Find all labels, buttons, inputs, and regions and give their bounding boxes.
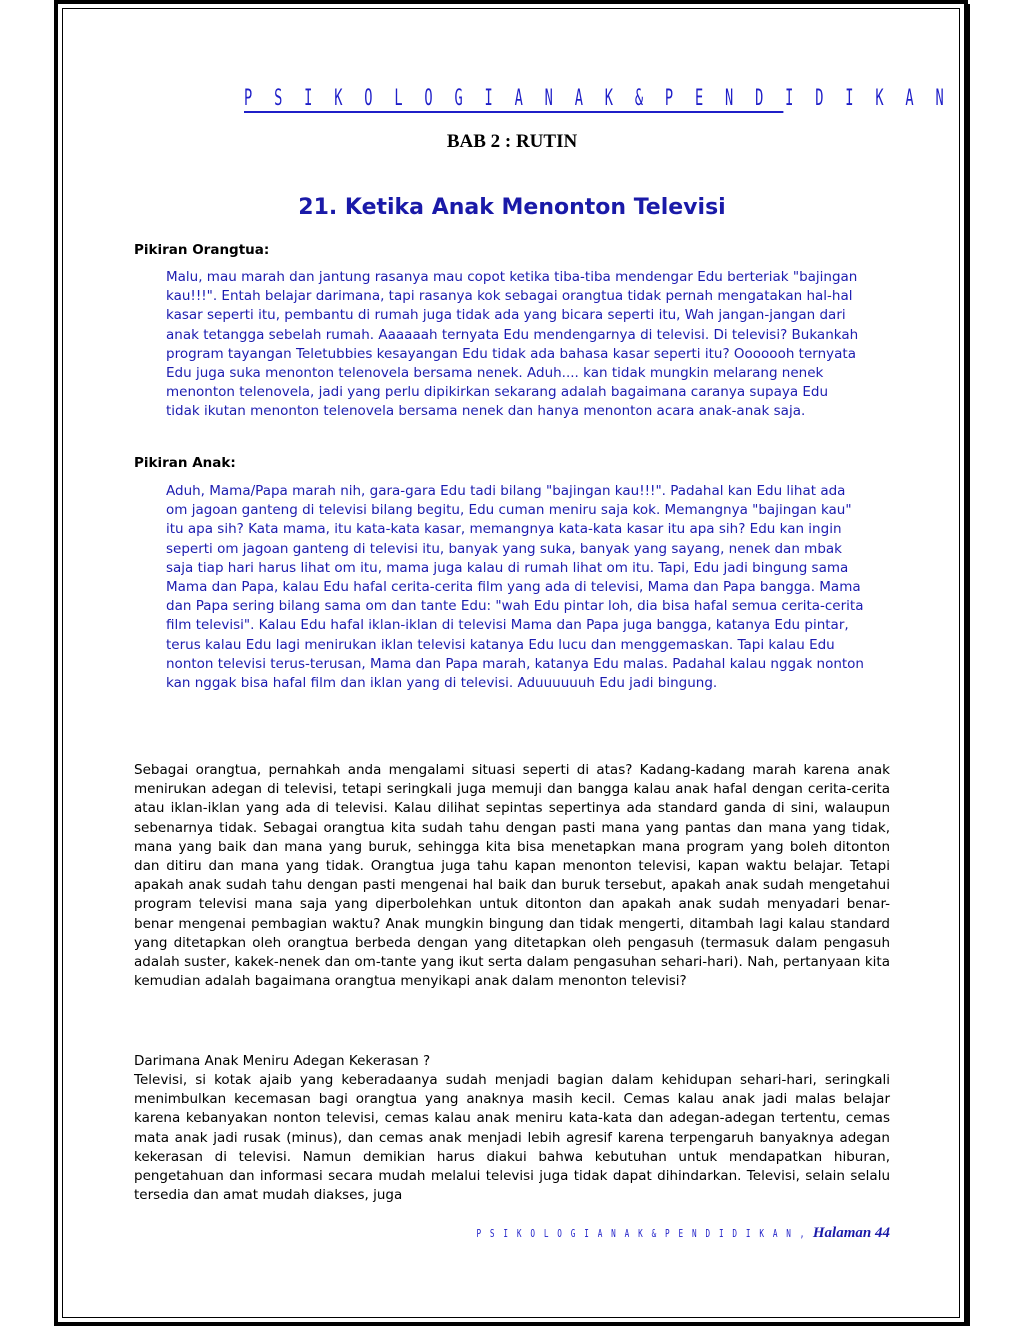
page-border-bottom (58, 1322, 964, 1326)
running-header: P S I K O L O G I A N A K & P E N D I D I K A N (244, 86, 951, 111)
child-thoughts-label: Pikiran Anak: (134, 455, 236, 471)
page-footer (335, 1225, 890, 1242)
page-number: Halaman 44 (812, 1225, 890, 1241)
body-paragraph-2: Televisi, si kotak ajaib yang keberadaanya sudah menjadi bagian dalam kehidupan sehari-hari, seringkali menimbulkan kecemasan bagi orangtua yang anaknya masih kecil. Cemas kalau anak jadi malas belajar karena kebanyakan nonton televisi, cemas kalau anak meniru kata-kata dan adegan-adegan tertentu, cemas mata anak jadi rusak (minus), dan cemas anak menjadi lebih agresif karena terpengaruh banyaknya adegan kekerasan di televisi. Namun demikian harus diakui bahwa kebutuhan untuk mendapatkan hiburan, pengetahuan dan informasi secara mudah melalui televisi juga tidak dapat dihindarkan. Televisi, selain selalu tersedia dan amat mudah diakses, juga (134, 1072, 890, 1204)
body-subheading: Darimana Anak Meniru Adegan Kekerasan ? (134, 1053, 431, 1069)
body-paragraph-1: Sebagai orangtua, pernahkah anda mengalami situasi seperti di atas? Kadang-kadang marah karena anak menirukan adegan di televisi, tetapi seringkali juga memuji dan bangga kalau anak hafal dengan cerita-cerita atau iklan-iklan yang ada di televisi. Kalau dilihat sepintas sepertinya ada standard ganda di sini, walaupun sebenarnya tidak. Sebagai orangtua kita sudah tahu dengan pasti mana yang pantas dan mana yang tidak, mana yang baik dan mana yang buruk, sehingga kita bisa menetapkan mana program yang boleh ditonton dan ditiru dan mana yang tidak. Orangtua juga tahu kapan menonton televisi, kapan waktu belajar. Tetapi apakah anak sudah tahu dengan pasti mengenai hal baik dan buruk tersebut, apakah anak sudah mengetahui program televisi mana saja yang diperbolehkan untuk ditonton dan apakah anak sudah menyadari benar-benar mengenai pembagian waktu? Anak mungkin bingung dan tidak mengerti, ditambah lagi kalau standard yang ditetapkan oleh orangtua berbeda dengan yang ditetapkan oleh pengasuh (termasuk dalam pengasuh adalah suster, kakek-nenek dan om-tante yang ikut serta dalam pengasuhan sehari-hari). Nah, pertanyaan kita kemudian adalah bagaimana orangtua menyikapi anak dalam menonton televisi? (134, 762, 890, 990)
section-title: 21. Ketika Anak Menonton Televisi (298, 195, 726, 220)
page-border-top (58, 0, 964, 4)
parent-thoughts-text: Malu, mau marah dan jantung rasanya mau copot ketika tiba-tiba mendengar Edu berteriak "bajingan kau!!!". Entah belajar darimana, tapi rasanya kok sebagai orangtua tidak pernah mengatakan hal-hal kasar seperti itu, pembantu di rumah juga tidak ada yang bicara seperti itu, Wah jangan-jangan dari anak tetangga sebelah rumah. Aaaaaah ternyata Edu mendengarnya di televisi. Di televisi? Bukankah program tayangan Teletubbies kesayangan Edu tidak ada bahasa kasar seperti itu? Ooooooh ternyata Edu juga suka menonton telenovela bersama nenek. Aduh.... kan tidak mungkin melarang nenek menonton telenovela, jadi yang perlu dipikirkan sekarang adalah bagaimana caranya supaya Edu tidak ikutan menonton telenovela bersama nenek dan hanya menonton acara anak-anak saja. (166, 269, 859, 420)
parent-thoughts-label: Pikiran Orangtua: (134, 242, 270, 258)
footer-running-title: P S I K O L O G I A N A K & P E N D I D I K A N , (476, 1227, 807, 1240)
child-thoughts-text: Aduh, Mama/Papa marah nih, gara-gara Edu tadi bilang "bajingan kau!!!". Padahal kan Edu lihat ada om jagoan ganteng di televisi bilang begitu, Edu cuman meniru saja kok. Memangnya "bajingan kau" itu apa sih? Kata mama, itu kata-kata kasar, memangnya kata-kata kasar itu apa sih? Edu kan ingin seperti om jagoan ganteng di televisi itu, banyak yang suka, banyak yang sayang, nenek dan mbak saja tiap hari harus lihat om itu, mama juga kalau di rumah lihat om itu. Tapi, Edu jadi bingung sama Mama dan Papa, kalau Edu hafal cerita-cerita film yang ada di televisi, Mama dan Papa bangga. Mama dan Papa sering bilang sama om dan tante Edu: "wah Edu pintar loh, dia bisa hafal semua cerita-cerita film televisi". Kalau Edu hafal iklan-iklan di televisi Mama dan Papa juga bangga, katanya Edu pintar, terus kalau Edu lagi menirukan iklan televisi katanya Edu lucu dan menggemaskan. Tapi kalau Edu nonton televisi terus-terusan, Mama dan Papa marah, katanya Edu malas. Padahal kalau nggak nonton kan nggak bisa hafal film dan iklan yang di televisi. Aduuuuuuh Edu jadi bingung. (166, 483, 864, 692)
chapter-heading: BAB 2 : RUTIN (446, 131, 578, 152)
